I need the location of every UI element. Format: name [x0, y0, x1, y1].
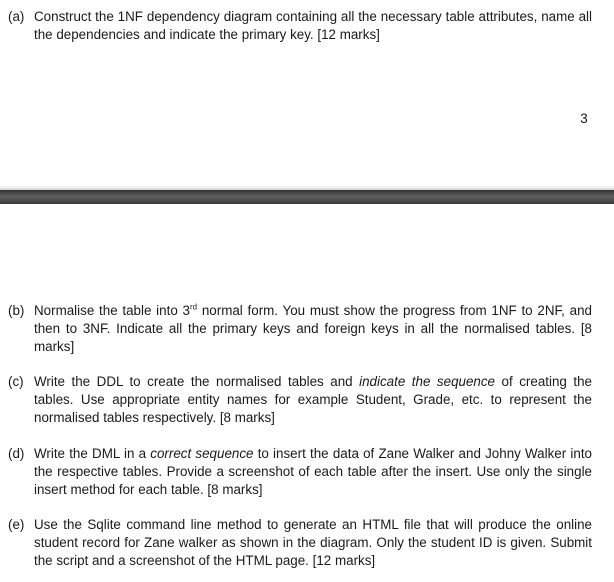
question-b-text-end: normal form. You must show the progress from 1NF to 2NF, and then to 3NF. Indicate all the primary keys and foreign keys in all the normalised tables. [8 marks]	[34, 303, 592, 354]
question-d	[8, 445, 592, 499]
question-b-superscript: rd	[189, 302, 198, 312]
question-b-text-start: Normalise the table into 3	[34, 303, 190, 318]
question-d-text	[34, 445, 592, 499]
question-c-emphasis: indicate the sequence	[359, 374, 496, 389]
question-e-letter: (e)	[8, 517, 25, 532]
question-a	[8, 8, 592, 44]
question-c-letter: (c)	[8, 374, 24, 389]
question-a-text: Construct the 1NF dependency diagram containing all the necessary table attributes, name all the dependencies and indicate the primary key. [12 marks]	[34, 9, 592, 42]
question-e	[8, 516, 592, 570]
question-e-text: Use the Sqlite command line method to generate an HTML file that will produce the online student record for Zane walker as shown in the diagram. Only the student ID is given. Submit the script and a screenshot of the HTML page. [12 marks]	[34, 517, 592, 568]
page-number: 3	[580, 111, 588, 126]
question-c-text-end: of creating the tables. Use appropriate entity names for example Student, Grade, etc. to represent the normalised tables respectively. [8 marks]	[34, 374, 592, 425]
question-b-text	[34, 302, 592, 356]
page-break-bar	[0, 190, 614, 204]
question-d-emphasis: correct sequence	[150, 446, 254, 461]
question-d-text-end: to insert the data of Zane Walker and Johny Walker into the respective tables. Provide a screenshot of each table after the insert. Use only the single insert method for each table. [8 marks]	[34, 446, 592, 497]
question-d-text-start: Write the DML in a	[34, 446, 151, 461]
question-c	[8, 373, 592, 427]
question-b	[8, 302, 592, 356]
question-c-text	[34, 373, 592, 427]
question-b-letter: (b)	[8, 303, 25, 318]
question-d-letter: (d)	[8, 446, 25, 461]
question-a-letter: (a)	[8, 9, 25, 24]
question-c-text-start: Write the DDL to create the normalised tables and	[34, 374, 360, 389]
